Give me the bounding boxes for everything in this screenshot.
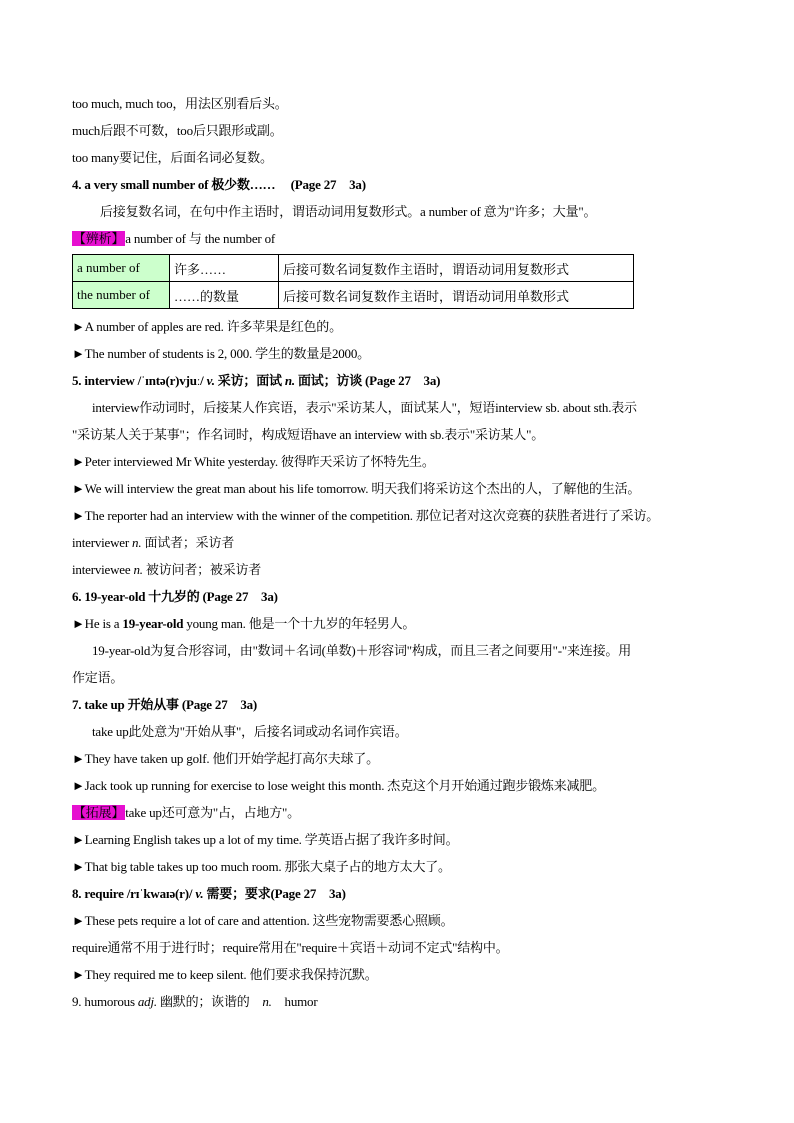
example-text: ►He is a — [72, 616, 123, 631]
example-highlight: 19-year-old — [122, 616, 184, 631]
section-6-heading: 6. 19-year-old 十九岁的 (Page 27 3a) — [72, 589, 278, 604]
table-cell: the number of — [73, 282, 170, 309]
section-5-word: 5. interview /ˈɪntə(r)vjuː/ — [72, 373, 207, 388]
section-5-description-2: "采访某人关于某事"；作名词时，构成短语have an interview with sb.表示"采访某人"。 — [72, 427, 545, 442]
extension-tag-text: take up还可意为"占，占地方"。 — [125, 805, 300, 820]
table-cell: ……的数量 — [170, 282, 279, 309]
section-5-example-1: ►Peter interviewed Mr White yesterday. 彼得昨天采访了怀特先生。 — [72, 454, 435, 469]
pos-verb: v. — [206, 373, 215, 388]
section-8-meaning: 需要；要求(Page 27 3a) — [203, 886, 346, 901]
section-7-description: take up此处意为"开始从事"，后接名词或动名词作宾语。 — [92, 724, 408, 739]
section-4-heading — [72, 171, 732, 198]
section-9-meaning: 幽默的；诙谐的 — [156, 994, 263, 1009]
table-cell: 后接可数名词复数作主语时，谓语动词用单数形式 — [279, 282, 634, 309]
section-4-title: 4. a very small number of 极少数…… — [72, 177, 276, 192]
comparison-table — [72, 254, 634, 309]
example-text: young man. 他是一个十九岁的年轻男人。 — [183, 616, 416, 631]
section-5-example-2: ►We will interview the great man about his life tomorrow. 明天我们将采访这个杰出的人，了解他的生活。 — [72, 481, 641, 496]
section-5-verb-meaning: 采访；面试 — [214, 373, 285, 388]
pos-adjective: adj. — [137, 994, 157, 1009]
section-4-example-1: ►A number of apples are red. 许多苹果是红色的。 — [72, 319, 342, 334]
section-5-example-3: ►The reporter had an interview with the winner of the competition. 那位记者对这次竞赛的获胜者进行了采访。 — [72, 508, 660, 523]
section-9-word: 9. humorous — [72, 994, 138, 1009]
section-8-example-1: ►These pets require a lot of care and attention. 这些宠物需要悉心照顾。 — [72, 913, 454, 928]
section-7-example-1: ►They have taken up golf. 他们开始学起打高尔夫球了。 — [72, 751, 379, 766]
derivative-word: interviewer — [72, 535, 133, 550]
section-8-description: require通常不用于进行时；require常用在"require＋宾语＋动词不定式"结构中。 — [72, 940, 509, 955]
pos-noun: n. — [132, 535, 142, 550]
document-page — [72, 90, 732, 1015]
extension-tag: 【拓展】 — [73, 805, 125, 820]
table-cell: a number of — [73, 255, 170, 282]
section-4-example-2: ►The number of students is 2, 000. 学生的数量是2000。 — [72, 346, 370, 361]
section-4-description: 后接复数名词，在句中作主语时，谓语动词用复数形式。a number of 意为"许多；大量"。 — [100, 204, 597, 219]
section-6-description-1: 19-year-old为复合形容词，由"数词＋名词(单数)＋形容词"构成，而且三者之间要用"-"来连接。用 — [92, 643, 631, 658]
section-4-compare-heading — [72, 225, 732, 252]
section-5-derivative-1 — [72, 529, 732, 556]
section-7-example-3: ►Learning English takes up a lot of my time. 学英语占据了我许多时间。 — [72, 832, 459, 847]
pos-noun: n. — [133, 562, 143, 577]
rhyme-line-2: much后跟不可数，too后只跟形或副。 — [72, 123, 283, 138]
section-7-example-4: ►That big table takes up too much room. 那张大桌子占的地方太大了。 — [72, 859, 451, 874]
section-6-example — [72, 610, 732, 637]
pos-noun: n. — [284, 373, 295, 388]
derivative-meaning: 面试者；采访者 — [141, 535, 235, 550]
rhyme-line-1: too much, much too，用法区别看后头。 — [72, 96, 288, 111]
rhyme-line-3: too many要记住，后面名词必复数。 — [72, 150, 273, 165]
section-5-heading — [72, 367, 732, 394]
compare-tag-text: a number of 与 the number of — [125, 231, 276, 246]
table-cell: 许多…… — [170, 255, 279, 282]
section-8-example-2: ►They required me to keep silent. 他们要求我保持沉默。 — [72, 967, 378, 982]
section-5-derivative-2 — [72, 556, 732, 583]
section-8-word: 8. require /rɪˈkwaɪə(r)/ — [72, 886, 196, 901]
pos-noun: n. — [262, 994, 272, 1009]
derivative-meaning: 被访问者；被采访者 — [142, 562, 262, 577]
section-7-example-2: ►Jack took up running for exercise to lose weight this month. 杰克这个月开始通过跑步锻炼来减肥。 — [72, 778, 605, 793]
table-row — [73, 282, 634, 309]
section-9-heading — [72, 988, 732, 1015]
table-row — [73, 255, 634, 282]
section-5-noun-meaning: 面试；访谈 (Page 27 3a) — [294, 373, 441, 388]
table-cell: 后接可数名词复数作主语时，谓语动词用复数形式 — [279, 255, 634, 282]
section-5-description-1: interview作动词时，后接某人作宾语，表示"采访某人，面试某人"，短语interview sb. about sth.表示 — [92, 400, 637, 415]
section-4-page-ref: (Page 27 3a) — [290, 177, 366, 192]
section-8-heading — [72, 880, 732, 907]
section-9-noun-form: humor — [271, 994, 318, 1009]
section-7-extension — [72, 799, 732, 826]
compare-tag: 【辨析】 — [73, 231, 125, 246]
pos-verb: v. — [195, 886, 204, 901]
derivative-word: interviewee — [72, 562, 134, 577]
section-7-heading: 7. take up 开始从事 (Page 27 3a) — [72, 697, 258, 712]
section-6-description-2: 作定语。 — [72, 670, 124, 685]
